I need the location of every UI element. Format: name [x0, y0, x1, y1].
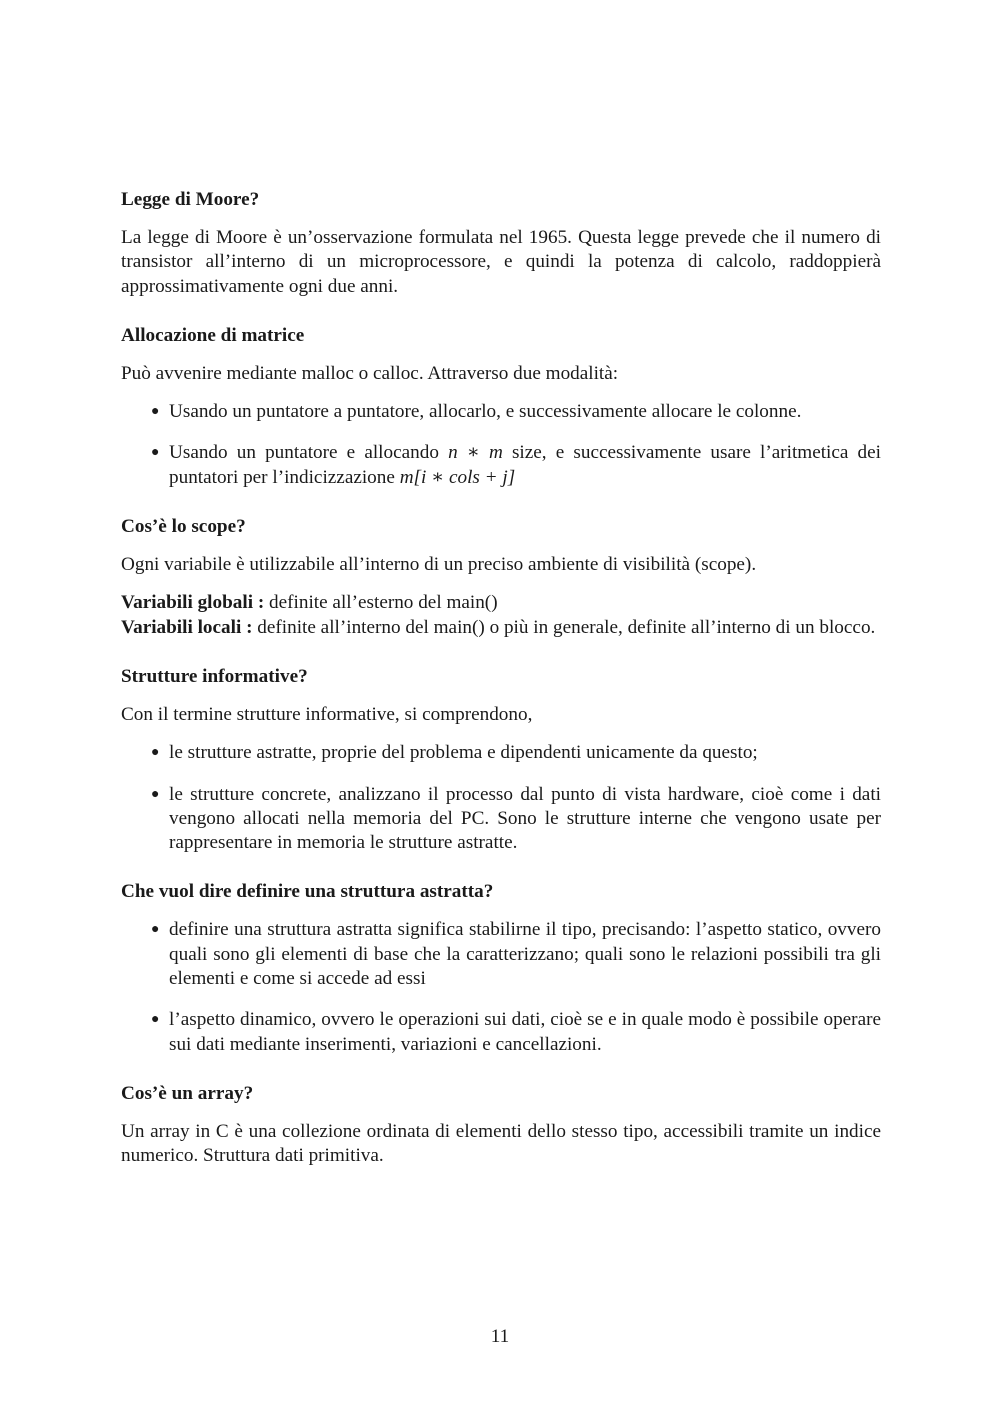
section-scope — [121, 515, 881, 640]
list-item-text: definire una struttura astratta significa stabilirne il tipo, precisando: l’aspetto statico, ovvero quali sono gli elementi di base che la caratterizzano; quali sono le relazioni possibili tra gli elementi e come si accede ad essi — [169, 919, 881, 990]
list-item-text: l’aspetto dinamico, ovvero le operazioni sui dati, cioè se e in quale modo è possibile operare sui dati mediante inserimenti, variazioni e cancellazioni. — [169, 1009, 881, 1055]
section-paragraph: Con il termine strutture informative, si comprendono, — [121, 703, 533, 725]
section-array — [121, 1082, 881, 1169]
bullet-icon: ● — [151, 445, 160, 461]
list-item-text: size, e successivamente usare l’aritmetica dei puntatori per l’indicizzazione — [169, 442, 882, 488]
document-page — [121, 188, 881, 1194]
list-item-text: Usando un puntatore e allocando — [169, 442, 449, 464]
list-item — [121, 400, 881, 424]
section-heading: Cos’è un array? — [121, 1082, 254, 1104]
bullet-icon: ● — [151, 786, 160, 802]
section-paragraph: Può avvenire mediante malloc o calloc. Attraverso due modalità: — [121, 362, 619, 384]
section-heading: Strutture informative? — [121, 665, 308, 687]
math-expression: m[i ∗ cols + j] — [399, 466, 516, 488]
section-heading: Cos’è lo scope? — [121, 516, 246, 538]
list-item-text: le strutture concrete, analizzano il processo dal punto di vista hardware, cioè come i dati vengono allocati nella memoria del PC. Sono le strutture interne che vengono usate per rappresentare in memoria le strutture astratte. — [169, 783, 881, 854]
list-item — [121, 441, 881, 490]
bullet-icon: ● — [151, 404, 160, 420]
bullet-icon: ● — [151, 1012, 160, 1028]
section-matrix-allocation — [121, 324, 881, 490]
definition-text: definite all’esterno del main() — [264, 592, 498, 614]
section-heading: Allocazione di matrice — [121, 324, 305, 346]
bullet-list — [121, 918, 881, 1056]
math-expression: n ∗ m — [448, 442, 503, 464]
section-moore — [121, 188, 881, 299]
section-paragraph: Un array in C è una collezione ordinata di elementi dello stesso tipo, accessibili tramite un indice numerico. Struttura dati primitiva. — [121, 1120, 881, 1167]
list-item — [121, 1008, 881, 1057]
section-information-structures — [121, 665, 881, 855]
list-item-text: Usando un puntatore a puntatore, allocarlo, e successivamente allocare le colonne. — [169, 401, 802, 423]
list-item — [121, 783, 881, 856]
definition-item — [121, 616, 881, 640]
definition-term: Variabili locali : — [121, 616, 253, 638]
list-item — [121, 918, 881, 991]
bullet-list — [121, 741, 881, 855]
definition-item — [121, 591, 881, 615]
section-paragraph: La legge di Moore è un’osservazione formulata nel 1965. Questa legge prevede che il numero di transistor all’interno di un microprocessore, e quindi la potenza di calcolo, raddoppierà approssimativamente ogni due anni. — [121, 227, 881, 297]
definition-list — [121, 591, 881, 640]
definition-text: definite all’interno del main() o più in generale, definite all’interno di un blocco. — [252, 616, 876, 638]
section-paragraph: Ogni variabile è utilizzabile all’interno di un preciso ambiente di visibilità (scope). — [121, 554, 757, 576]
page-number: 11 — [490, 1326, 510, 1347]
section-abstract-structure — [121, 880, 881, 1056]
section-heading: Legge di Moore? — [121, 189, 260, 210]
list-item — [121, 741, 881, 765]
section-heading: Che vuol dire definire una struttura astratta? — [121, 881, 494, 903]
bullet-icon: ● — [151, 745, 160, 761]
bullet-icon: ● — [151, 922, 160, 938]
definition-term: Variabili globali : — [121, 592, 265, 614]
list-item-text: le strutture astratte, proprie del problema e dipendenti unicamente da questo; — [169, 742, 758, 764]
bullet-list — [121, 400, 881, 490]
